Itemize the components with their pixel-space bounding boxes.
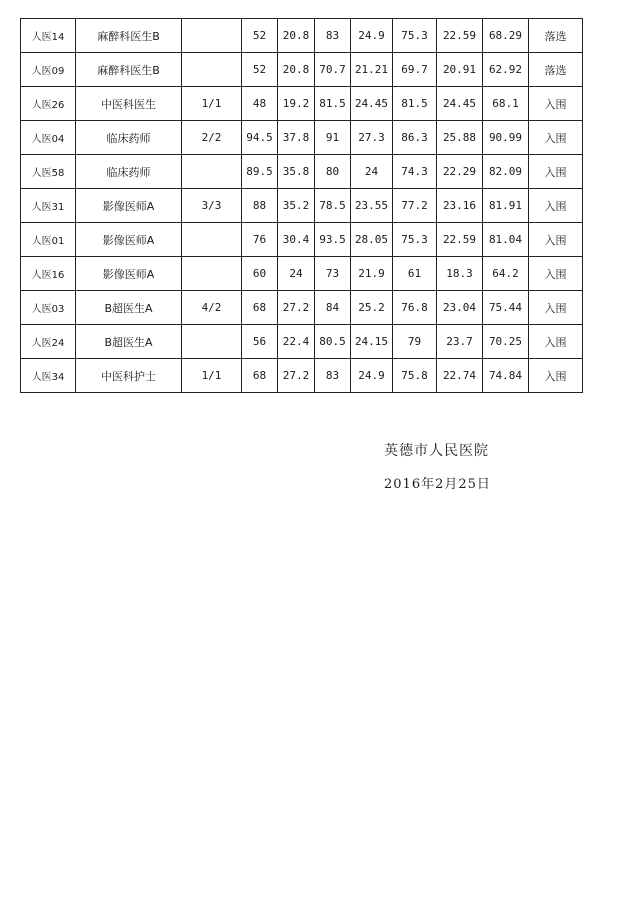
cell-ratio: 3/3 bbox=[182, 189, 242, 223]
cell-post: 中医科护士 bbox=[76, 359, 182, 393]
cell-skill-weighted: 22.74 bbox=[437, 359, 483, 393]
cell-skill-score: 75.3 bbox=[393, 19, 437, 53]
cell-written-weighted: 35.8 bbox=[278, 155, 315, 189]
cell-written-score: 52 bbox=[242, 53, 278, 87]
cell-total-score: 68.29 bbox=[483, 19, 529, 53]
table-row bbox=[21, 121, 583, 155]
cell-post: 麻醉科医生B bbox=[76, 53, 182, 87]
cell-result: 入围 bbox=[529, 189, 583, 223]
cell-interview-weighted: 27.3 bbox=[351, 121, 393, 155]
cell-skill-score: 79 bbox=[393, 325, 437, 359]
cell-interview-score: 70.7 bbox=[315, 53, 351, 87]
cell-total-score: 62.92 bbox=[483, 53, 529, 87]
cell-candidate-id: 人医31 bbox=[21, 189, 76, 223]
cell-written-score: 68 bbox=[242, 359, 278, 393]
cell-skill-weighted: 23.16 bbox=[437, 189, 483, 223]
signature-date: 2016年2月25日 bbox=[384, 477, 491, 492]
cell-skill-score: 74.3 bbox=[393, 155, 437, 189]
cell-post: 临床药师 bbox=[76, 155, 182, 189]
cell-candidate-id: 人医03 bbox=[21, 291, 76, 325]
cell-result: 入围 bbox=[529, 223, 583, 257]
cell-result: 入围 bbox=[529, 325, 583, 359]
cell-candidate-id: 人医14 bbox=[21, 19, 76, 53]
cell-ratio: 1/1 bbox=[182, 87, 242, 121]
cell-skill-weighted: 23.7 bbox=[437, 325, 483, 359]
table-row bbox=[21, 53, 583, 87]
cell-interview-weighted: 24.9 bbox=[351, 359, 393, 393]
cell-ratio bbox=[182, 155, 242, 189]
cell-skill-weighted: 22.59 bbox=[437, 223, 483, 257]
cell-total-score: 81.04 bbox=[483, 223, 529, 257]
cell-interview-weighted: 23.55 bbox=[351, 189, 393, 223]
cell-written-score: 52 bbox=[242, 19, 278, 53]
cell-interview-weighted: 24.15 bbox=[351, 325, 393, 359]
cell-skill-weighted: 22.29 bbox=[437, 155, 483, 189]
cell-skill-score: 76.8 bbox=[393, 291, 437, 325]
cell-written-weighted: 30.4 bbox=[278, 223, 315, 257]
cell-interview-score: 93.5 bbox=[315, 223, 351, 257]
cell-post: 临床药师 bbox=[76, 121, 182, 155]
table-row bbox=[21, 223, 583, 257]
cell-ratio bbox=[182, 325, 242, 359]
table-row bbox=[21, 87, 583, 121]
cell-post: 中医科医生 bbox=[76, 87, 182, 121]
cell-skill-score: 69.7 bbox=[393, 53, 437, 87]
cell-candidate-id: 人医09 bbox=[21, 53, 76, 87]
cell-written-weighted: 37.8 bbox=[278, 121, 315, 155]
table-row bbox=[21, 325, 583, 359]
cell-interview-weighted: 21.9 bbox=[351, 257, 393, 291]
cell-skill-weighted: 20.91 bbox=[437, 53, 483, 87]
cell-skill-weighted: 22.59 bbox=[437, 19, 483, 53]
cell-candidate-id: 人医58 bbox=[21, 155, 76, 189]
cell-written-weighted: 20.8 bbox=[278, 53, 315, 87]
cell-interview-weighted: 28.05 bbox=[351, 223, 393, 257]
cell-ratio bbox=[182, 53, 242, 87]
cell-interview-score: 91 bbox=[315, 121, 351, 155]
cell-written-weighted: 27.2 bbox=[278, 291, 315, 325]
cell-interview-score: 83 bbox=[315, 359, 351, 393]
cell-written-weighted: 22.4 bbox=[278, 325, 315, 359]
cell-ratio bbox=[182, 19, 242, 53]
cell-total-score: 70.25 bbox=[483, 325, 529, 359]
cell-written-weighted: 35.2 bbox=[278, 189, 315, 223]
cell-candidate-id: 人医16 bbox=[21, 257, 76, 291]
table-row bbox=[21, 189, 583, 223]
cell-interview-weighted: 24 bbox=[351, 155, 393, 189]
cell-ratio: 4/2 bbox=[182, 291, 242, 325]
cell-written-score: 68 bbox=[242, 291, 278, 325]
cell-interview-score: 81.5 bbox=[315, 87, 351, 121]
cell-interview-score: 84 bbox=[315, 291, 351, 325]
cell-candidate-id: 人医26 bbox=[21, 87, 76, 121]
cell-total-score: 68.1 bbox=[483, 87, 529, 121]
cell-result: 落选 bbox=[529, 19, 583, 53]
cell-total-score: 64.2 bbox=[483, 257, 529, 291]
cell-post: B超医生A bbox=[76, 291, 182, 325]
cell-post: 麻醉科医生B bbox=[76, 19, 182, 53]
cell-ratio bbox=[182, 257, 242, 291]
cell-ratio bbox=[182, 223, 242, 257]
cell-total-score: 81.91 bbox=[483, 189, 529, 223]
table-body bbox=[21, 19, 583, 393]
cell-total-score: 90.99 bbox=[483, 121, 529, 155]
cell-written-score: 89.5 bbox=[242, 155, 278, 189]
cell-skill-score: 75.8 bbox=[393, 359, 437, 393]
cell-skill-weighted: 24.45 bbox=[437, 87, 483, 121]
cell-result: 入围 bbox=[529, 87, 583, 121]
cell-result: 入围 bbox=[529, 291, 583, 325]
cell-skill-score: 75.3 bbox=[393, 223, 437, 257]
cell-skill-weighted: 25.88 bbox=[437, 121, 483, 155]
cell-candidate-id: 人医04 bbox=[21, 121, 76, 155]
cell-interview-weighted: 25.2 bbox=[351, 291, 393, 325]
cell-post: 影像医师A bbox=[76, 189, 182, 223]
cell-result: 入围 bbox=[529, 121, 583, 155]
cell-interview-score: 73 bbox=[315, 257, 351, 291]
cell-post: 影像医师A bbox=[76, 223, 182, 257]
cell-skill-weighted: 23.04 bbox=[437, 291, 483, 325]
signature-organization: 英德市人民医院 bbox=[384, 443, 489, 459]
cell-written-score: 88 bbox=[242, 189, 278, 223]
table-row bbox=[21, 359, 583, 393]
cell-interview-weighted: 24.45 bbox=[351, 87, 393, 121]
cell-post: B超医生A bbox=[76, 325, 182, 359]
cell-written-score: 94.5 bbox=[242, 121, 278, 155]
results-table bbox=[20, 18, 583, 393]
cell-written-score: 56 bbox=[242, 325, 278, 359]
cell-written-weighted: 27.2 bbox=[278, 359, 315, 393]
cell-interview-weighted: 24.9 bbox=[351, 19, 393, 53]
cell-total-score: 82.09 bbox=[483, 155, 529, 189]
cell-written-score: 60 bbox=[242, 257, 278, 291]
cell-candidate-id: 人医01 bbox=[21, 223, 76, 257]
cell-interview-score: 80 bbox=[315, 155, 351, 189]
cell-interview-weighted: 21.21 bbox=[351, 53, 393, 87]
cell-ratio: 1/1 bbox=[182, 359, 242, 393]
table-row bbox=[21, 291, 583, 325]
cell-result: 入围 bbox=[529, 155, 583, 189]
cell-skill-score: 86.3 bbox=[393, 121, 437, 155]
cell-written-weighted: 19.2 bbox=[278, 87, 315, 121]
cell-interview-score: 80.5 bbox=[315, 325, 351, 359]
table-row bbox=[21, 19, 583, 53]
cell-result: 入围 bbox=[529, 257, 583, 291]
cell-written-weighted: 24 bbox=[278, 257, 315, 291]
cell-skill-score: 61 bbox=[393, 257, 437, 291]
cell-candidate-id: 人医34 bbox=[21, 359, 76, 393]
cell-result: 入围 bbox=[529, 359, 583, 393]
cell-post: 影像医师A bbox=[76, 257, 182, 291]
cell-written-score: 48 bbox=[242, 87, 278, 121]
cell-candidate-id: 人医24 bbox=[21, 325, 76, 359]
table-row bbox=[21, 155, 583, 189]
cell-total-score: 75.44 bbox=[483, 291, 529, 325]
cell-interview-score: 78.5 bbox=[315, 189, 351, 223]
cell-skill-weighted: 18.3 bbox=[437, 257, 483, 291]
cell-skill-score: 81.5 bbox=[393, 87, 437, 121]
cell-written-weighted: 20.8 bbox=[278, 19, 315, 53]
cell-interview-score: 83 bbox=[315, 19, 351, 53]
cell-written-score: 76 bbox=[242, 223, 278, 257]
cell-ratio: 2/2 bbox=[182, 121, 242, 155]
cell-skill-score: 77.2 bbox=[393, 189, 437, 223]
cell-result: 落选 bbox=[529, 53, 583, 87]
table-row bbox=[21, 257, 583, 291]
cell-total-score: 74.84 bbox=[483, 359, 529, 393]
